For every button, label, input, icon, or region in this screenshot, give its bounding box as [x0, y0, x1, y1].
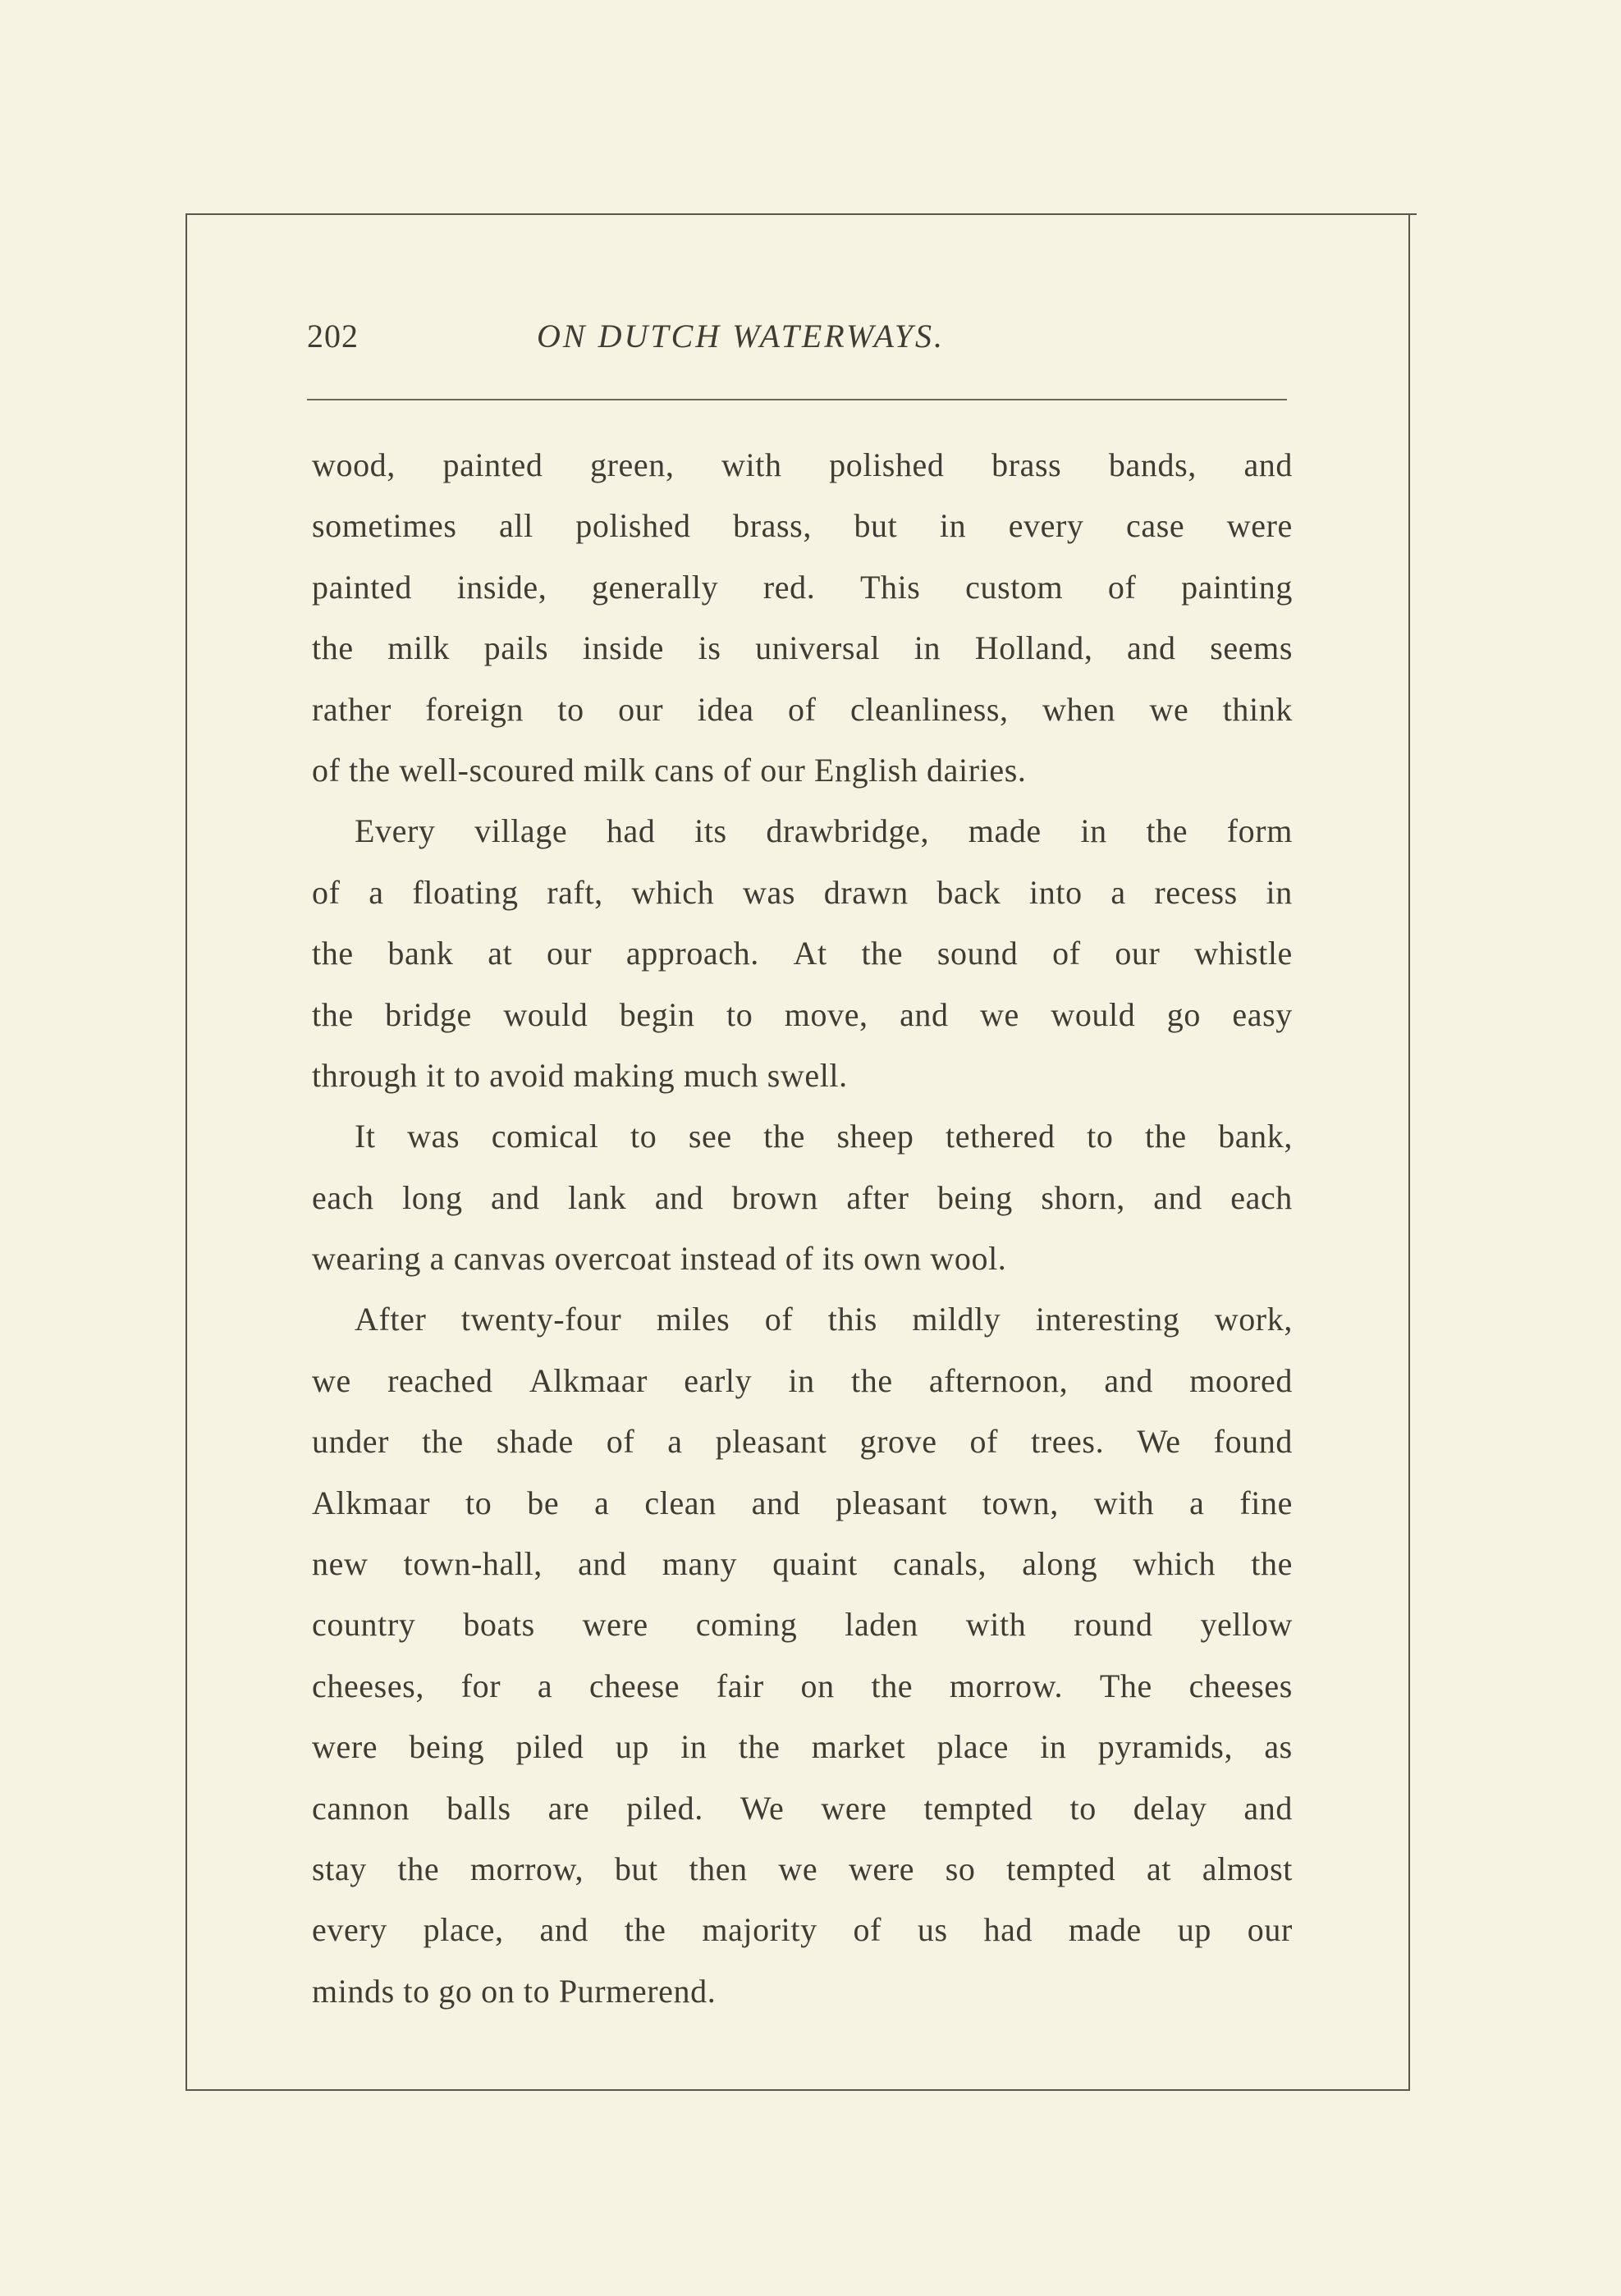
word: round [1074, 1606, 1153, 1644]
word: cheese [588, 1667, 680, 1704]
text-line [312, 1900, 1293, 1960]
word: this [827, 1301, 877, 1338]
word: into [1029, 873, 1083, 911]
word: floating [412, 873, 519, 911]
word: lank [568, 1178, 627, 1216]
word: fair [716, 1667, 764, 1704]
word: begin [619, 995, 695, 1033]
word: made [968, 812, 1042, 850]
text-line: minds to go on to Purmerend. [312, 1972, 717, 2010]
text-line: of the well-scoured milk cans of our English dairies. [312, 751, 1027, 789]
word: This [859, 568, 921, 606]
word: tempted [1006, 1850, 1116, 1887]
word: recess [1154, 873, 1238, 911]
word: morrow, [469, 1850, 584, 1887]
word: market [811, 1728, 906, 1766]
word: with [1093, 1484, 1155, 1521]
word: its [694, 812, 727, 850]
word: milk [387, 629, 451, 667]
word: and [654, 1178, 704, 1216]
text-line [312, 679, 1293, 740]
word: and [1127, 629, 1176, 667]
word: Alkmaar [529, 1361, 648, 1399]
word: being [937, 1178, 1013, 1216]
word: bank, [1218, 1118, 1293, 1155]
word: bands, [1108, 446, 1197, 483]
word: and [539, 1911, 589, 1949]
page-number: 202 [307, 318, 359, 354]
word: canals, [892, 1545, 987, 1583]
word: long [402, 1178, 463, 1216]
word: a [537, 1667, 553, 1704]
word: and [578, 1545, 627, 1583]
word: laden [845, 1606, 918, 1644]
word: the [738, 1728, 781, 1766]
word: tethered [946, 1118, 1055, 1155]
word: The [1099, 1667, 1152, 1704]
word: our [618, 690, 664, 728]
word: We [740, 1789, 785, 1827]
word: the [312, 995, 354, 1033]
word: tempted [923, 1789, 1033, 1827]
word: found [1213, 1423, 1293, 1461]
word: in [788, 1361, 815, 1399]
text-line [312, 1656, 1293, 1717]
word: think [1222, 690, 1293, 728]
page-frame-bottom-rule [185, 2089, 1410, 2091]
word: all [499, 507, 533, 545]
word: the [312, 629, 354, 667]
word: and [1243, 1789, 1293, 1827]
word: a [369, 873, 384, 911]
word: We [1137, 1423, 1181, 1461]
word: which [1133, 1545, 1216, 1583]
text-line [312, 1168, 1293, 1228]
word: twenty-four [460, 1301, 622, 1338]
word: being [409, 1728, 485, 1766]
page-frame-top-rule [185, 213, 1417, 215]
word: green, [590, 446, 675, 483]
word: in [1080, 812, 1107, 850]
word: clean [644, 1484, 717, 1521]
word: and [751, 1484, 801, 1521]
word: had [606, 812, 656, 850]
word: of [969, 1423, 999, 1461]
word: would [1051, 995, 1136, 1033]
word: of [764, 1301, 794, 1338]
word: for [460, 1667, 501, 1704]
word: many [662, 1545, 738, 1583]
word: trees. [1031, 1423, 1105, 1461]
word: with [721, 446, 782, 483]
text-line [312, 1289, 1293, 1350]
word: brass, [733, 507, 812, 545]
word: a [1110, 873, 1126, 911]
word: seems [1210, 629, 1293, 667]
word: the [1251, 1545, 1293, 1583]
word: polished [829, 446, 945, 483]
word: which [631, 873, 715, 911]
word: interesting [1035, 1301, 1180, 1338]
running-title: ON DUTCH WATERWAYS. [537, 318, 946, 354]
word: we [1149, 690, 1189, 728]
word: easy [1232, 995, 1293, 1033]
word: and [1153, 1178, 1202, 1216]
word: and [900, 995, 949, 1033]
text-line [312, 1473, 1293, 1534]
word: custom [965, 568, 1064, 606]
word: cheeses, [312, 1667, 424, 1704]
word: the [871, 1667, 914, 1704]
text-line [312, 1534, 1293, 1594]
word: new [312, 1545, 369, 1583]
word: in [680, 1728, 707, 1766]
word: piled. [626, 1789, 703, 1827]
word: then [689, 1850, 748, 1887]
word: pails [483, 629, 549, 667]
text-line [312, 1351, 1293, 1411]
word: cannon [312, 1789, 410, 1827]
word: majority [702, 1911, 817, 1949]
word: approach. [625, 935, 759, 972]
word: our [547, 935, 593, 972]
text-line [312, 435, 1293, 496]
text-line [312, 1106, 1293, 1167]
word: coming [695, 1606, 798, 1644]
word: piled [515, 1728, 584, 1766]
word: rather [312, 690, 392, 728]
word: It [355, 1118, 376, 1155]
word: the [1145, 1118, 1187, 1155]
text-line [312, 1717, 1293, 1777]
running-head [307, 312, 1292, 361]
word: to [1069, 1789, 1097, 1827]
word: brown [731, 1178, 818, 1216]
body-text [312, 435, 1293, 2022]
word: up [1177, 1911, 1211, 1949]
word: we [980, 995, 1019, 1033]
word: miles [656, 1301, 730, 1338]
word: but [854, 507, 898, 545]
word: at [1146, 1850, 1172, 1887]
word: had [983, 1911, 1033, 1949]
word: the [312, 935, 354, 972]
word: moored [1189, 1361, 1293, 1399]
word: pyramids, [1097, 1728, 1234, 1766]
word: the [624, 1911, 666, 1949]
word: when [1042, 690, 1116, 728]
word: to [630, 1118, 657, 1155]
word: brass [991, 446, 1062, 483]
word: boats [463, 1606, 535, 1644]
word: Holland, [974, 629, 1093, 667]
word: in [914, 629, 941, 667]
text-line [312, 557, 1293, 618]
word: to [465, 1484, 492, 1521]
text-line [312, 985, 1293, 1045]
word: inside, [456, 568, 547, 606]
word: of [788, 690, 817, 728]
word: were [582, 1606, 648, 1644]
word: back [936, 873, 1001, 911]
word: each [1230, 1178, 1293, 1216]
word: form [1226, 812, 1293, 850]
word: At [793, 935, 827, 972]
word: were [1226, 507, 1293, 545]
word: a [1189, 1484, 1205, 1521]
word: see [688, 1118, 732, 1155]
word: of [312, 873, 341, 911]
word: wood, [312, 446, 396, 483]
word: grove [859, 1423, 937, 1461]
word: of [1107, 568, 1137, 606]
word: the [861, 935, 904, 972]
word: after [846, 1178, 909, 1216]
word: delay [1133, 1789, 1207, 1827]
word: up [615, 1728, 649, 1766]
word: and [1104, 1361, 1153, 1399]
header-rule [307, 399, 1287, 400]
word: red. [762, 568, 816, 606]
word: polished [575, 507, 691, 545]
word: were [821, 1789, 887, 1827]
word: the [422, 1423, 464, 1461]
word: on [800, 1667, 835, 1704]
word: would [503, 995, 588, 1033]
word: shorn, [1041, 1178, 1125, 1216]
word: almost [1202, 1850, 1293, 1887]
text-line [312, 862, 1293, 923]
word: to [726, 995, 753, 1033]
word: to [557, 690, 584, 728]
word: After [355, 1301, 427, 1338]
word: each [312, 1178, 374, 1216]
word: painting [1181, 568, 1293, 606]
word: early [684, 1361, 753, 1399]
word: whistle [1194, 935, 1293, 972]
text-line [312, 801, 1293, 862]
word: but [614, 1850, 658, 1887]
word: universal [755, 629, 881, 667]
word: idea [697, 690, 754, 728]
word: in [1040, 1728, 1067, 1766]
word: go [1166, 995, 1201, 1033]
word: are [547, 1789, 590, 1827]
word: bridge [385, 995, 472, 1033]
word: raft, [547, 873, 603, 911]
word: foreign [425, 690, 524, 728]
word: place, [423, 1911, 504, 1949]
word: was [407, 1118, 460, 1155]
word: quaint [772, 1545, 858, 1583]
word: were [312, 1728, 378, 1766]
word: a [667, 1423, 683, 1461]
page-frame-left-rule [185, 213, 187, 2091]
word: town, [982, 1484, 1059, 1521]
text-line [312, 923, 1293, 984]
word: with [965, 1606, 1027, 1644]
text-line [312, 1411, 1293, 1472]
word: shade [496, 1423, 574, 1461]
word: the [763, 1118, 805, 1155]
text-line [312, 1778, 1293, 1839]
word: move, [784, 995, 868, 1033]
word: drawbridge, [766, 812, 930, 850]
word: as [1264, 1728, 1293, 1766]
word: a [594, 1484, 610, 1521]
word: our [1247, 1911, 1293, 1949]
page-frame-right-rule [1408, 215, 1410, 2089]
word: painted [312, 568, 412, 606]
word: yellow [1200, 1606, 1293, 1644]
text-line [312, 1594, 1293, 1655]
word: pleasant [836, 1484, 947, 1521]
word: was [742, 873, 795, 911]
word: us [917, 1911, 948, 1949]
word: of [606, 1423, 635, 1461]
word: town-hall, [403, 1545, 543, 1583]
word: sometimes [312, 507, 457, 545]
word: is [698, 629, 721, 667]
word: at [488, 935, 513, 972]
text-line [312, 1839, 1293, 1900]
word: sound [936, 935, 1019, 972]
text-line [312, 496, 1293, 556]
word: be [527, 1484, 560, 1521]
word: inside [582, 629, 664, 667]
word: the [397, 1850, 440, 1887]
word: bank [387, 935, 454, 972]
word: along [1022, 1545, 1098, 1583]
word: case [1126, 507, 1185, 545]
word: work, [1214, 1301, 1293, 1338]
word: stay [312, 1850, 367, 1887]
word: cleanliness, [849, 690, 1009, 728]
word: we [778, 1850, 818, 1887]
word: of [1052, 935, 1081, 972]
word: generally [591, 568, 719, 606]
text-line: through it to avoid making much swell. [312, 1056, 848, 1094]
word: and [1243, 446, 1293, 483]
word: in [1266, 873, 1293, 911]
word: the [851, 1361, 893, 1399]
text-line: wearing a canvas overcoat instead of its own wool. [312, 1240, 1007, 1278]
word: country [312, 1606, 416, 1644]
word: and [491, 1178, 540, 1216]
word: afternoon, [928, 1361, 1069, 1399]
word: balls [446, 1789, 511, 1827]
word: every [1008, 507, 1084, 545]
word: our [1115, 935, 1161, 972]
word: in [939, 507, 967, 545]
word: we [312, 1361, 351, 1399]
word: of [853, 1911, 882, 1949]
word: so [945, 1850, 976, 1887]
word: reached [387, 1361, 493, 1399]
word: Alkmaar [312, 1484, 431, 1521]
word: sheep [836, 1118, 914, 1155]
word: place [936, 1728, 1009, 1766]
word: Every [355, 812, 436, 850]
word: were [848, 1850, 915, 1887]
word: morrow. [949, 1667, 1064, 1704]
word: mildly [912, 1301, 1001, 1338]
word: to [1087, 1118, 1114, 1155]
word: every [312, 1911, 387, 1949]
word: made [1068, 1911, 1142, 1949]
word: the [1146, 812, 1188, 850]
word: fine [1239, 1484, 1293, 1521]
word: village [474, 812, 568, 850]
word: under [312, 1423, 390, 1461]
word: drawn [823, 873, 909, 911]
word: comical [491, 1118, 599, 1155]
word: pleasant [715, 1423, 827, 1461]
text-line [312, 618, 1293, 679]
word: painted [442, 446, 543, 483]
word: cheeses [1188, 1667, 1293, 1704]
